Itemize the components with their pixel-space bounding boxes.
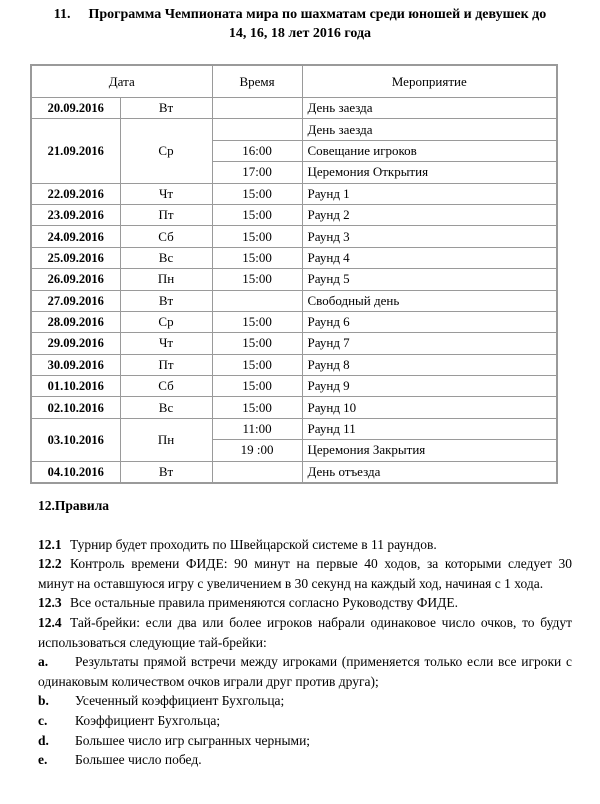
table-row [31,461,557,483]
cell-date: 28.09.2016 [31,311,120,332]
cell-time [212,461,302,483]
schedule-body [31,98,557,484]
tiebreak-item [38,652,572,691]
cell-event: Церемония Закрытия [302,440,557,461]
cell-date: 04.10.2016 [31,461,120,483]
table-row [31,98,557,119]
tiebreak-marker: c. [38,712,48,728]
table-row [31,247,557,268]
tiebreak-marker: e. [38,752,48,768]
cell-time: 15:00 [212,226,302,247]
cell-event: Раунд 9 [302,376,557,397]
table-row [31,204,557,225]
table-row [31,354,557,375]
tiebreak-item [38,731,572,751]
cell-date: 30.09.2016 [31,354,120,375]
rule-item [38,554,572,593]
cell-date: 25.09.2016 [31,247,120,268]
tiebreak-marker: b. [38,693,49,709]
tiebreak-marker: a. [38,654,49,670]
cell-event: Церемония Открытия [302,162,557,183]
cell-event: День заезда [302,98,557,119]
cell-event: Раунд 1 [302,183,557,204]
cell-weekday: Ср [120,119,212,183]
schedule-table [30,64,558,484]
cell-event: Раунд 4 [302,247,557,268]
cell-event: Свободный день [302,290,557,311]
tiebreak-text: Большее число побед. [75,752,202,768]
cell-date: 22.09.2016 [31,183,120,204]
cell-event: Раунд 2 [302,204,557,225]
section-11-title [0,5,600,43]
rule-item [38,593,572,613]
cell-time: 17:00 [212,162,302,183]
title-text-1: Программа Чемпионата мира по шахматам среди юношей и девушек до [88,7,547,22]
cell-event: Раунд 7 [302,333,557,354]
rules-heading: 12.Правила [38,498,110,513]
table-row [31,119,557,140]
cell-date: 21.09.2016 [31,119,120,183]
cell-weekday: Чт [120,183,212,204]
table-row [31,183,557,204]
cell-time: 15:00 [212,311,302,332]
rule-text: Все остальные правила применяются согласно Руководству ФИДЕ. [70,595,458,611]
cell-event: Раунд 8 [302,354,557,375]
cell-time: 15:00 [212,183,302,204]
cell-time [212,98,302,119]
cell-event: Совещание игроков [302,140,557,161]
cell-date: 27.09.2016 [31,290,120,311]
section-number: 11. [53,7,71,22]
cell-event: Раунд 11 [302,418,557,439]
cell-time: 15:00 [212,354,302,375]
tiebreak-item [38,750,572,770]
cell-weekday: Ср [120,311,212,332]
cell-weekday: Вт [120,461,212,483]
rule-text: Турнир будет проходить по Швейцарской системе в 11 раундов. [70,536,437,552]
cell-time: 15:00 [212,204,302,225]
rule-number: 12.3 [38,595,62,611]
cell-time: 15:00 [212,247,302,268]
table-header-row [31,65,557,98]
cell-event: День заезда [302,119,557,140]
rule-text: Контроль времени ФИДЕ: 90 минут на первые 40 ходов, за которыми следует 30 минут на оставшуюся игру с увеличением в 30 секунд на каждый ход, начиная с 1 хода. [38,556,572,591]
cell-weekday: Пн [120,418,212,461]
cell-date: 20.09.2016 [31,98,120,119]
cell-date: 02.10.2016 [31,397,120,418]
tiebreak-text: Усеченный коэффициент Бухгольца; [75,693,285,709]
rules-section [38,496,572,770]
table-row [31,397,557,418]
cell-time: 15:00 [212,269,302,290]
cell-time: 15:00 [212,333,302,354]
tiebreak-text: Результаты прямой встречи между игроками (применяется только если все игроки с одинаковым количеством очков играли друг против друга); [38,654,572,689]
rule-number: 12.4 [38,614,62,630]
cell-time: 15:00 [212,397,302,418]
table-row [31,311,557,332]
cell-date: 03.10.2016 [31,418,120,461]
cell-event: Раунд 10 [302,397,557,418]
rule-number: 12.2 [38,556,62,572]
header-time: Время [212,65,302,98]
cell-date: 26.09.2016 [31,269,120,290]
rule-number: 12.1 [38,536,62,552]
table-row [31,269,557,290]
cell-weekday: Вс [120,247,212,268]
table-row [31,376,557,397]
cell-weekday: Сб [120,226,212,247]
tiebreak-item [38,711,572,731]
cell-weekday: Пт [120,204,212,225]
cell-time: 19 :00 [212,440,302,461]
rule-item [38,613,572,652]
title-line-1 [0,5,600,24]
cell-event: Раунд 5 [302,269,557,290]
cell-time: 16:00 [212,140,302,161]
tiebreak-marker: d. [38,732,49,748]
table-row [31,333,557,354]
cell-weekday: Вс [120,397,212,418]
title-line-2: 14, 16, 18 лет 2016 года [228,26,372,41]
rule-item [38,535,572,555]
cell-weekday: Сб [120,376,212,397]
cell-date: 24.09.2016 [31,226,120,247]
cell-event: Раунд 6 [302,311,557,332]
rule-text: Тай-брейки: если два или более игроков набрали одинаковое число очков, то будут использоваться следующие тай-брейки: [38,614,572,650]
table-row [31,418,557,439]
tiebreak-item [38,691,572,711]
cell-time [212,119,302,140]
tiebreak-text: Большее число игр сыгранных черными; [75,732,311,748]
cell-time: 11:00 [212,418,302,439]
table-row [31,226,557,247]
tiebreak-text: Коэффициент Бухгольца; [75,712,221,728]
cell-time [212,290,302,311]
cell-weekday: Вт [120,98,212,119]
table-row [31,290,557,311]
cell-time: 15:00 [212,376,302,397]
cell-event: Раунд 3 [302,226,557,247]
cell-weekday: Вт [120,290,212,311]
cell-event: День отъезда [302,461,557,483]
cell-date: 29.09.2016 [31,333,120,354]
cell-date: 23.09.2016 [31,204,120,225]
cell-weekday: Пт [120,354,212,375]
cell-date: 01.10.2016 [31,376,120,397]
header-event: Мероприятие [302,65,557,98]
cell-weekday: Пн [120,269,212,290]
header-date: Дата [31,65,212,98]
cell-weekday: Чт [120,333,212,354]
